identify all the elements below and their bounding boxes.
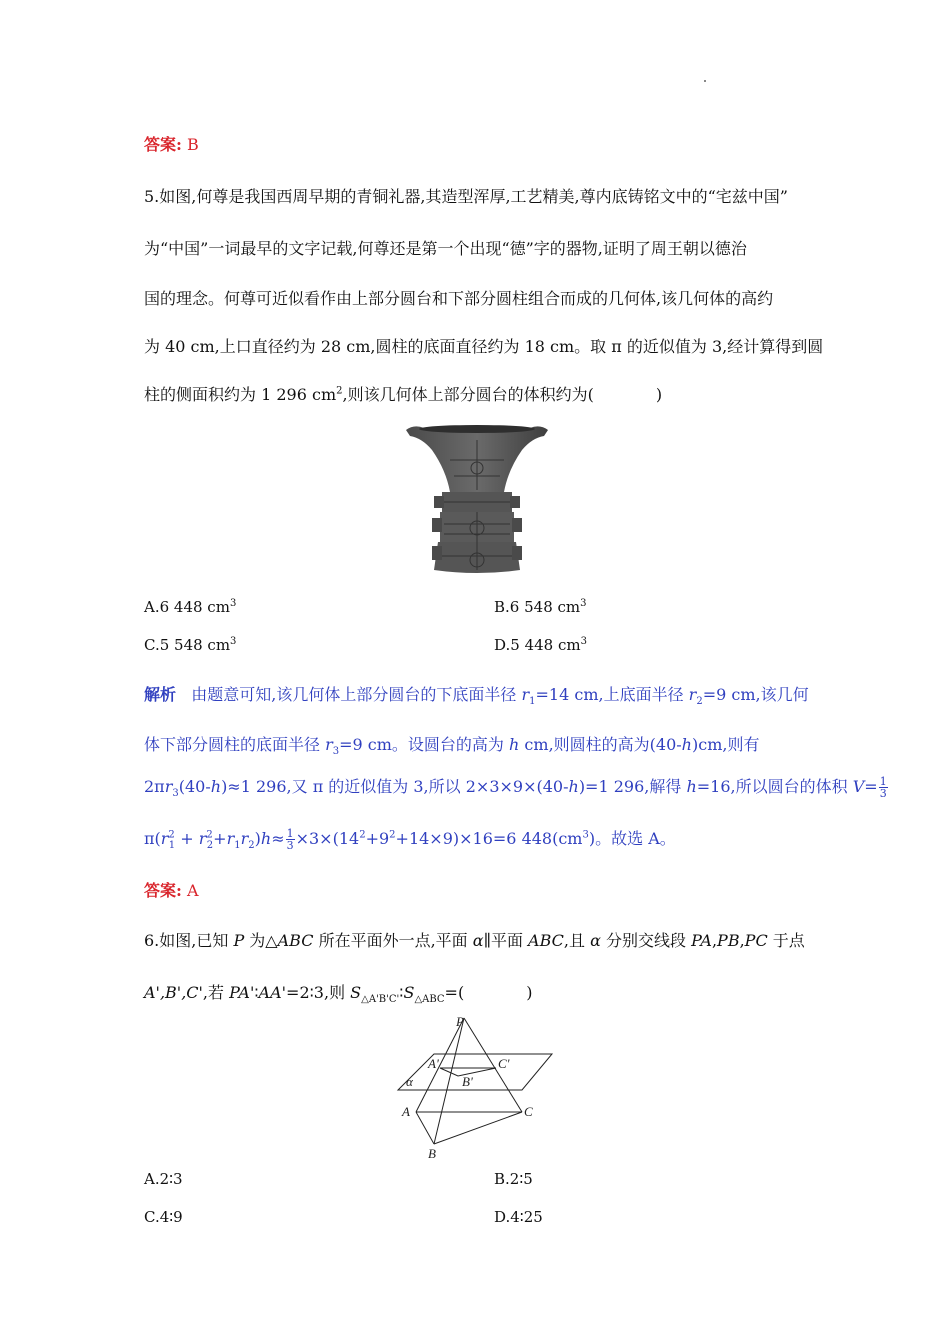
analysis-text: =9 cm,该几何 <box>702 685 809 704</box>
q6-text: =( <box>444 983 465 1002</box>
analysis-text: =14 cm,上底面半径 <box>535 685 689 704</box>
edge-pc <box>464 1018 522 1112</box>
answer-q5 <box>144 878 199 901</box>
var: PC <box>744 931 768 950</box>
edge-pb <box>434 1018 464 1144</box>
q6-option-a[interactable]: A.2∶3 <box>144 1170 183 1188</box>
sub: 3 <box>332 746 340 758</box>
q6-line-1: 6.如图,已知 P 为△ABC 所在平面外一点,平面 α∥平面 ABC,且 α 分别交线段 PA,PB,PC 于点 <box>144 931 805 950</box>
analysis-label: 解析 <box>144 685 177 704</box>
var-v: V <box>852 777 865 796</box>
q5-option-b[interactable] <box>494 598 587 616</box>
q6-text: ∥平面 <box>483 931 529 950</box>
sup: 3 <box>582 829 589 841</box>
label-c: C <box>524 1104 533 1119</box>
sub: 3 <box>172 788 179 800</box>
q6-option-c[interactable]: C.4∶9 <box>144 1208 183 1226</box>
option-text: A.6 448 cm <box>144 598 230 616</box>
edge-ab <box>416 1112 434 1144</box>
var: α <box>472 931 484 950</box>
var-h: h <box>260 829 272 848</box>
sup: 2 <box>359 829 366 841</box>
q5-option-c[interactable] <box>144 636 236 654</box>
label-c1: C' <box>498 1056 510 1071</box>
q6-text: 于点 <box>767 931 805 950</box>
answer-label: 答案: <box>144 135 182 154</box>
q5-paren: ) <box>655 385 663 404</box>
var: S <box>350 983 362 1002</box>
q6-option-d[interactable]: D.4∶25 <box>494 1208 543 1226</box>
var-r: r <box>226 829 235 848</box>
option-text: D.5 448 cm <box>494 636 581 654</box>
sub: △A'B'C' <box>361 994 400 1006</box>
analysis-text: +9 <box>365 829 390 848</box>
analysis-text: =16,所以圆台的体积 <box>696 777 853 796</box>
label-b: B <box>428 1146 436 1161</box>
option-sup: 3 <box>580 636 587 647</box>
sub: △ABC <box>414 994 445 1006</box>
analysis-text: π( <box>144 829 161 848</box>
analysis-text: 体下部分圆柱的底面半径 <box>144 735 326 754</box>
sub: 1 <box>234 840 241 852</box>
option-sup: 3 <box>229 598 237 609</box>
var-r: r <box>325 735 333 754</box>
analysis-text: (40- <box>178 777 211 796</box>
analysis-text: )=1 296,解得 <box>578 777 687 796</box>
q5-text: 柱的侧面积约为 1 296 cm <box>144 385 337 404</box>
var: α <box>590 931 601 950</box>
q6-text: 为△ <box>244 931 278 950</box>
q6-text: 分别交线段 <box>600 931 692 950</box>
var-r: r <box>688 685 697 704</box>
q6-text: ) <box>526 983 533 1002</box>
sup: 2 <box>206 829 213 841</box>
analysis-text: ) <box>254 829 261 848</box>
label-b1: B' <box>462 1074 473 1089</box>
var-h: h <box>210 777 222 796</box>
analysis-line-1 <box>144 682 809 707</box>
q5-option-a[interactable] <box>144 598 236 616</box>
var-h: h <box>681 735 692 754</box>
var-r: r <box>521 685 530 704</box>
q5-sup: 2 <box>336 385 343 397</box>
he-zun-vessel-image <box>404 420 550 580</box>
analysis-text: +14×9)×16=6 448(cm <box>395 829 583 848</box>
var-h: h <box>568 777 579 796</box>
var: ABC <box>528 931 564 950</box>
analysis-text: + <box>213 829 227 848</box>
analysis-text: =9 cm。设圆台的高为 <box>339 735 510 754</box>
label-a: A <box>402 1104 410 1119</box>
option-sup: 3 <box>580 598 587 609</box>
q6-option-b[interactable]: B.2∶5 <box>494 1170 533 1188</box>
frac-num: 1 <box>879 775 887 788</box>
sup: 2 <box>389 829 396 841</box>
q6-text: ,若 <box>202 983 230 1002</box>
option-text: B.6 548 cm <box>494 598 581 616</box>
q5-line-4: 为 40 cm,上口直径约为 28 cm,圆柱的底面直径约为 18 cm。取 π 的近似值为 3,经计算得到圆 <box>144 337 824 356</box>
analysis-line-3: $2\pi r_3(40-h)\approx 1$ 296,又 π 的近似值为 3,所以 2×3×9×(40-h)=1 296,解得 h=16,所以圆台的体积 V= $\frac{1}{3}$ <box>144 775 887 800</box>
frac-den: 3 <box>286 839 294 852</box>
var: PA' <box>229 983 255 1002</box>
analysis-text: + <box>175 829 199 848</box>
q6-text: 6.如图,已知 <box>144 931 234 950</box>
var: ABC <box>277 931 314 950</box>
q6-text: =2∶3,则 <box>286 983 351 1002</box>
var: AA' <box>258 983 287 1002</box>
analysis-text: 由题意可知,该几何体上部分圆台的下底面半径 <box>191 685 522 704</box>
var-r: r <box>198 829 207 848</box>
q5-text: ,则该几何体上部分圆台的体积约为( <box>342 385 594 404</box>
sub: 2 <box>248 840 255 852</box>
analysis-text: ≈ <box>271 829 285 848</box>
analysis-text: cm,则圆柱的高为(40- <box>519 735 682 754</box>
sub: 2 <box>696 696 703 708</box>
analysis-text: )。故选 A。 <box>588 829 676 848</box>
q5-line-2: 为“中国”一词最早的文字记载,何尊还是第一个出现“德”字的器物,证明了周王朝以德治 <box>144 239 747 258</box>
var-h: h <box>509 735 520 754</box>
q5-line-5 <box>144 382 662 405</box>
analysis-text: )cm,则有 <box>691 735 760 754</box>
var: PB <box>717 931 740 950</box>
var: A',B',C' <box>144 983 203 1002</box>
analysis-line-4 <box>144 826 676 851</box>
q6-line-2 <box>144 980 532 1005</box>
sub: 2 <box>206 840 214 852</box>
q6-text: ∶ <box>399 983 404 1002</box>
var-r: r <box>164 777 173 796</box>
frac-den: 3 <box>879 787 887 800</box>
option-text: C.5 548 cm <box>144 636 231 654</box>
var-h: h <box>686 777 697 796</box>
option-sup: 3 <box>230 636 237 647</box>
analysis-text: 2π <box>144 777 165 796</box>
analysis-text: )≈1 296,又 π 的近似值为 3,所以 2×3×9×(40- <box>221 777 569 796</box>
label-a1: A' <box>428 1056 439 1071</box>
sub: 1 <box>529 696 536 708</box>
sup: 2 <box>168 829 175 841</box>
q5-line-3: 国的理念。何尊可近似看作由上部分圆台和下部分圆柱组合而成的几何体,该几何体的高约 <box>144 289 774 308</box>
fraction-one-third <box>879 776 888 799</box>
var: PA <box>691 931 712 950</box>
var: P <box>233 931 245 950</box>
edge-bc <box>434 1112 522 1144</box>
q6-text: ∶ <box>254 983 259 1002</box>
q5-line-1: 5.如图,何尊是我国西周早期的青铜礼器,其造型浑厚,工艺精美,尊内底铸铭文中的“宅兹中国” <box>144 187 788 206</box>
q5-option-d[interactable] <box>494 636 587 654</box>
label-alpha: α <box>406 1074 413 1089</box>
var-r: r <box>160 829 169 848</box>
frac-num: 1 <box>286 827 294 840</box>
label-p: P <box>456 1014 464 1029</box>
q6-text: 所在平面外一点,平面 <box>313 931 473 950</box>
var-r: r <box>240 829 249 848</box>
analysis-line-2 <box>144 732 759 757</box>
page-mark <box>704 80 706 82</box>
sub: 1 <box>168 840 176 852</box>
analysis-text: ×3×(14 <box>295 829 360 848</box>
answer-q4 <box>144 132 199 155</box>
answer-label: 答案: <box>144 881 182 900</box>
pyramid-plane-figure <box>390 1012 560 1162</box>
answer-value: A <box>187 881 199 900</box>
q6-text: ,且 <box>563 931 591 950</box>
var: S <box>403 983 415 1002</box>
fraction-one-third <box>286 828 295 851</box>
answer-value: B <box>187 135 199 154</box>
